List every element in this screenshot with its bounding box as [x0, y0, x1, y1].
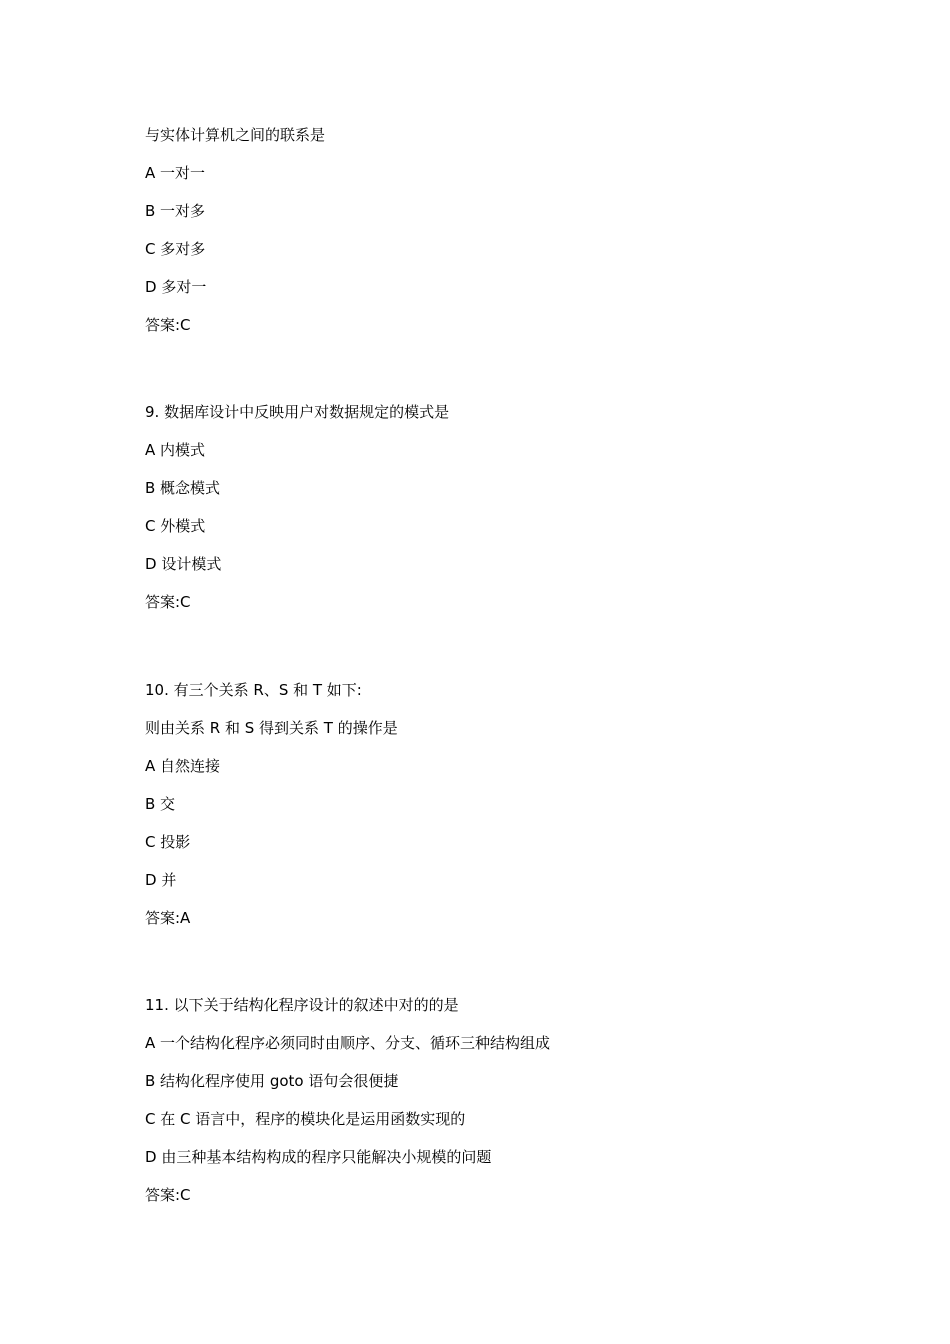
question-11-stem: 11. 以下关于结构化程序设计的叙述中对的的是 — [145, 996, 459, 1014]
question-8-option-b: B 一对多 — [145, 202, 206, 220]
question-10-answer: 答案:A — [145, 909, 191, 927]
question-10-stem: 10. 有三个关系 R、S 和 T 如下: — [145, 681, 362, 699]
question-9-option-b: B 概念模式 — [145, 479, 221, 497]
question-11-option-a: A 一个结构化程序必须同时由顺序、分支、循环三种结构组成 — [145, 1034, 551, 1052]
question-8-option-d: D 多对一 — [145, 278, 207, 296]
question-9-stem: 9. 数据库设计中反映用户对数据规定的模式是 — [145, 403, 450, 421]
question-10-option-a: A 自然连接 — [145, 757, 221, 775]
question-9-option-a: A 内模式 — [145, 441, 206, 459]
question-11-answer: 答案:C — [145, 1186, 191, 1204]
question-11-option-c: C 在 C 语言中，程序的模块化是运用函数实现的 — [145, 1110, 466, 1128]
question-10-option-b: B 交 — [145, 795, 176, 813]
question-8-option-a: A 一对一 — [145, 164, 206, 182]
question-9-option-c: C 外模式 — [145, 517, 206, 535]
question-10-option-c: C 投影 — [145, 833, 191, 851]
question-9-option-d: D 设计模式 — [145, 555, 222, 573]
question-9-answer: 答案:C — [145, 593, 191, 611]
question-10-option-d: D 并 — [145, 871, 177, 889]
question-11-option-d: D 由三种基本结构构成的程序只能解决小规模的问题 — [145, 1148, 492, 1166]
question-8-answer: 答案:C — [145, 316, 191, 334]
question-8-stem-tail: 与实体计算机之间的联系是 — [145, 126, 326, 144]
question-11-option-b: B 结构化程序使用 goto 语句会很便捷 — [145, 1072, 399, 1090]
question-10-stem-2: 则由关系 R 和 S 得到关系 T 的操作是 — [145, 719, 398, 737]
question-8-option-c: C 多对多 — [145, 240, 206, 258]
